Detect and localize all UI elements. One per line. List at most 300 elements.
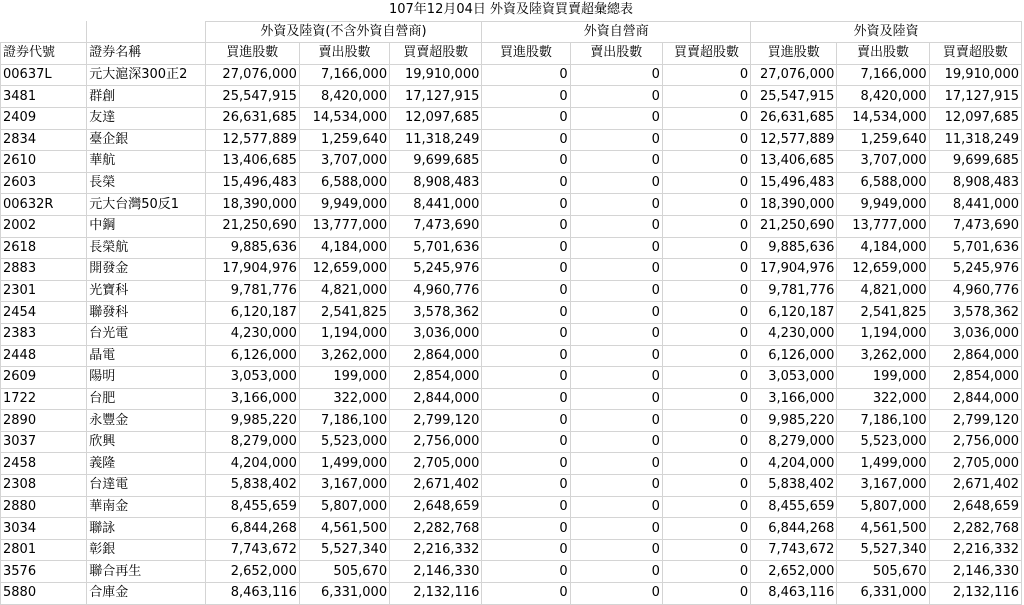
cell-n2: 0 <box>662 86 750 108</box>
cell-name: 聯發科 <box>87 302 205 324</box>
col-header-code: 證券代號 <box>1 43 87 65</box>
cell-n2: 0 <box>662 129 750 151</box>
cell-s3: 199,000 <box>837 367 929 389</box>
cell-n3: 7,473,690 <box>929 215 1021 237</box>
cell-s2: 0 <box>570 194 662 216</box>
cell-b2: 0 <box>482 561 570 583</box>
cell-s2: 0 <box>570 561 662 583</box>
cell-b2: 0 <box>482 280 570 302</box>
cell-b1: 8,463,116 <box>205 583 299 605</box>
cell-s1: 322,000 <box>299 388 389 410</box>
cell-s1: 4,184,000 <box>299 237 389 259</box>
table-row <box>1 431 1022 453</box>
cell-n3: 8,908,483 <box>929 172 1021 194</box>
cell-n1: 2,844,000 <box>390 388 482 410</box>
cell-n1: 2,146,330 <box>390 561 482 583</box>
cell-n2: 0 <box>662 345 750 367</box>
cell-s1: 6,331,000 <box>299 583 389 605</box>
col-header-net: 買賣超股數 <box>929 43 1021 65</box>
cell-n3: 2,799,120 <box>929 410 1021 432</box>
cell-s1: 3,167,000 <box>299 475 389 497</box>
cell-b3: 3,166,000 <box>751 388 837 410</box>
cell-b2: 0 <box>482 259 570 281</box>
cell-n2: 0 <box>662 151 750 173</box>
cell-s2: 0 <box>570 367 662 389</box>
cell-b2: 0 <box>482 323 570 345</box>
cell-n1: 2,648,659 <box>390 496 482 518</box>
cell-s3: 1,259,640 <box>837 129 929 151</box>
cell-s3: 7,166,000 <box>837 64 929 86</box>
cell-b2: 0 <box>482 367 570 389</box>
cell-n1: 2,854,000 <box>390 367 482 389</box>
cell-s1: 12,659,000 <box>299 259 389 281</box>
cell-n1: 2,705,000 <box>390 453 482 475</box>
cell-b3: 9,781,776 <box>751 280 837 302</box>
cell-b1: 8,279,000 <box>205 431 299 453</box>
cell-b3: 6,120,187 <box>751 302 837 324</box>
cell-s2: 0 <box>570 172 662 194</box>
cell-code: 2610 <box>1 151 87 173</box>
cell-b2: 0 <box>482 107 570 129</box>
cell-n3: 12,097,685 <box>929 107 1021 129</box>
col-header-sell: 賣出股數 <box>299 43 389 65</box>
cell-n1: 7,473,690 <box>390 215 482 237</box>
cell-name: 彰銀 <box>87 539 205 561</box>
cell-b1: 7,743,672 <box>205 539 299 561</box>
table-row <box>1 302 1022 324</box>
cell-n1: 2,756,000 <box>390 431 482 453</box>
cell-code: 3037 <box>1 431 87 453</box>
cell-b3: 3,053,000 <box>751 367 837 389</box>
cell-b1: 5,838,402 <box>205 475 299 497</box>
cell-b1: 2,652,000 <box>205 561 299 583</box>
cell-b1: 9,781,776 <box>205 280 299 302</box>
cell-b1: 6,120,187 <box>205 302 299 324</box>
cell-s1: 4,561,500 <box>299 518 389 540</box>
cell-b1: 25,547,915 <box>205 86 299 108</box>
cell-name: 光寶科 <box>87 280 205 302</box>
cell-b1: 27,076,000 <box>205 64 299 86</box>
cell-n3: 3,036,000 <box>929 323 1021 345</box>
cell-code: 2002 <box>1 215 87 237</box>
cell-b3: 6,844,268 <box>751 518 837 540</box>
cell-n3: 2,648,659 <box>929 496 1021 518</box>
cell-n1: 3,036,000 <box>390 323 482 345</box>
cell-n3: 4,960,776 <box>929 280 1021 302</box>
cell-n1: 8,908,483 <box>390 172 482 194</box>
cell-b3: 25,547,915 <box>751 86 837 108</box>
cell-code: 2880 <box>1 496 87 518</box>
cell-b2: 0 <box>482 496 570 518</box>
table-row <box>1 410 1022 432</box>
cell-n3: 2,854,000 <box>929 367 1021 389</box>
cell-s3: 4,821,000 <box>837 280 929 302</box>
cell-name: 台光電 <box>87 323 205 345</box>
cell-n2: 0 <box>662 539 750 561</box>
cell-s1: 2,541,825 <box>299 302 389 324</box>
cell-s1: 1,259,640 <box>299 129 389 151</box>
cell-s2: 0 <box>570 323 662 345</box>
cell-s2: 0 <box>570 107 662 129</box>
cell-s3: 1,499,000 <box>837 453 929 475</box>
cell-s3: 8,420,000 <box>837 86 929 108</box>
cell-n3: 11,318,249 <box>929 129 1021 151</box>
cell-s2: 0 <box>570 302 662 324</box>
cell-name: 台肥 <box>87 388 205 410</box>
cell-b3: 26,631,685 <box>751 107 837 129</box>
cell-b3: 2,652,000 <box>751 561 837 583</box>
cell-b2: 0 <box>482 194 570 216</box>
cell-n3: 3,578,362 <box>929 302 1021 324</box>
cell-s2: 0 <box>570 237 662 259</box>
cell-b2: 0 <box>482 539 570 561</box>
cell-s2: 0 <box>570 453 662 475</box>
cell-s2: 0 <box>570 496 662 518</box>
cell-n2: 0 <box>662 215 750 237</box>
table-row <box>1 129 1022 151</box>
cell-code: 3481 <box>1 86 87 108</box>
cell-b1: 9,985,220 <box>205 410 299 432</box>
cell-b3: 7,743,672 <box>751 539 837 561</box>
cell-s1: 1,499,000 <box>299 453 389 475</box>
cell-name: 開發金 <box>87 259 205 281</box>
cell-name: 元大台灣50反1 <box>87 194 205 216</box>
table-row <box>1 194 1022 216</box>
cell-s1: 5,523,000 <box>299 431 389 453</box>
table-title: 107年12月04日 外資及陸資買賣超彙總表 <box>388 2 634 18</box>
cell-b1: 12,577,889 <box>205 129 299 151</box>
cell-s1: 1,194,000 <box>299 323 389 345</box>
cell-s2: 0 <box>570 151 662 173</box>
cell-b3: 8,455,659 <box>751 496 837 518</box>
cell-s3: 9,949,000 <box>837 194 929 216</box>
cell-code: 2603 <box>1 172 87 194</box>
cell-b2: 0 <box>482 453 570 475</box>
cell-b1: 15,496,483 <box>205 172 299 194</box>
cell-name: 長榮航 <box>87 237 205 259</box>
cell-b2: 0 <box>482 388 570 410</box>
cell-n2: 0 <box>662 496 750 518</box>
cell-n1: 2,282,768 <box>390 518 482 540</box>
blank-cell <box>1 21 87 43</box>
cell-b1: 26,631,685 <box>205 107 299 129</box>
cell-s1: 4,821,000 <box>299 280 389 302</box>
cell-s3: 2,541,825 <box>837 302 929 324</box>
cell-n2: 0 <box>662 475 750 497</box>
table-row <box>1 323 1022 345</box>
cell-n1: 8,441,000 <box>390 194 482 216</box>
table-body <box>1 64 1022 604</box>
cell-s2: 0 <box>570 64 662 86</box>
table-row <box>1 345 1022 367</box>
table-row <box>1 215 1022 237</box>
cell-b2: 0 <box>482 64 570 86</box>
cell-s1: 5,807,000 <box>299 496 389 518</box>
cell-n2: 0 <box>662 367 750 389</box>
cell-b1: 3,166,000 <box>205 388 299 410</box>
table-row <box>1 64 1022 86</box>
cell-s2: 0 <box>570 345 662 367</box>
cell-s2: 0 <box>570 215 662 237</box>
cell-s1: 6,588,000 <box>299 172 389 194</box>
cell-n3: 2,671,402 <box>929 475 1021 497</box>
table-row <box>1 561 1022 583</box>
cell-b2: 0 <box>482 518 570 540</box>
cell-name: 華南金 <box>87 496 205 518</box>
cell-s3: 5,807,000 <box>837 496 929 518</box>
cell-name: 欣興 <box>87 431 205 453</box>
cell-b1: 4,230,000 <box>205 323 299 345</box>
cell-n3: 19,910,000 <box>929 64 1021 86</box>
cell-name: 臺企銀 <box>87 129 205 151</box>
cell-code: 2458 <box>1 453 87 475</box>
cell-n1: 19,910,000 <box>390 64 482 86</box>
col-header-buy: 買進股數 <box>751 43 837 65</box>
cell-s1: 199,000 <box>299 367 389 389</box>
cell-n2: 0 <box>662 388 750 410</box>
cell-n1: 5,245,976 <box>390 259 482 281</box>
cell-n1: 9,699,685 <box>390 151 482 173</box>
cell-b3: 27,076,000 <box>751 64 837 86</box>
cell-n3: 2,864,000 <box>929 345 1021 367</box>
cell-n2: 0 <box>662 172 750 194</box>
blank-cell <box>87 21 205 43</box>
cell-s2: 0 <box>570 410 662 432</box>
cell-n2: 0 <box>662 259 750 281</box>
cell-b3: 18,390,000 <box>751 194 837 216</box>
cell-s2: 0 <box>570 539 662 561</box>
cell-code: 00637L <box>1 64 87 86</box>
cell-code: 2609 <box>1 367 87 389</box>
cell-n3: 2,132,116 <box>929 583 1021 605</box>
cell-n3: 9,699,685 <box>929 151 1021 173</box>
cell-n1: 11,318,249 <box>390 129 482 151</box>
cell-b1: 3,053,000 <box>205 367 299 389</box>
cell-name: 台達電 <box>87 475 205 497</box>
col-header-sell: 賣出股數 <box>570 43 662 65</box>
cell-code: 2454 <box>1 302 87 324</box>
cell-s3: 7,186,100 <box>837 410 929 432</box>
cell-n1: 4,960,776 <box>390 280 482 302</box>
cell-b2: 0 <box>482 583 570 605</box>
cell-b3: 13,406,685 <box>751 151 837 173</box>
table-row <box>1 259 1022 281</box>
cell-code: 2409 <box>1 107 87 129</box>
cell-n2: 0 <box>662 561 750 583</box>
cell-b2: 0 <box>482 345 570 367</box>
cell-code: 2448 <box>1 345 87 367</box>
table-row <box>1 151 1022 173</box>
cell-n2: 0 <box>662 194 750 216</box>
cell-s1: 14,534,000 <box>299 107 389 129</box>
cell-b2: 0 <box>482 86 570 108</box>
col-header-sell: 賣出股數 <box>837 43 929 65</box>
table-row <box>1 107 1022 129</box>
cell-b3: 6,126,000 <box>751 345 837 367</box>
cell-s2: 0 <box>570 475 662 497</box>
cell-s2: 0 <box>570 518 662 540</box>
cell-s3: 6,331,000 <box>837 583 929 605</box>
table-row <box>1 539 1022 561</box>
cell-n2: 0 <box>662 107 750 129</box>
cell-code: 3034 <box>1 518 87 540</box>
table-row <box>1 388 1022 410</box>
cell-n3: 2,146,330 <box>929 561 1021 583</box>
cell-s2: 0 <box>570 259 662 281</box>
cell-n3: 5,701,636 <box>929 237 1021 259</box>
cell-n2: 0 <box>662 280 750 302</box>
cell-b1: 13,406,685 <box>205 151 299 173</box>
cell-s3: 3,707,000 <box>837 151 929 173</box>
table-row <box>1 453 1022 475</box>
cell-name: 晶電 <box>87 345 205 367</box>
cell-n1: 2,799,120 <box>390 410 482 432</box>
cell-s3: 13,777,000 <box>837 215 929 237</box>
cell-code: 3576 <box>1 561 87 583</box>
cell-s1: 7,186,100 <box>299 410 389 432</box>
table-row <box>1 86 1022 108</box>
cell-n3: 17,127,915 <box>929 86 1021 108</box>
cell-n2: 0 <box>662 431 750 453</box>
cell-name: 中鋼 <box>87 215 205 237</box>
cell-name: 元大滬深300正2 <box>87 64 205 86</box>
cell-code: 2883 <box>1 259 87 281</box>
cell-b3: 5,838,402 <box>751 475 837 497</box>
cell-b3: 9,985,220 <box>751 410 837 432</box>
cell-b1: 17,904,976 <box>205 259 299 281</box>
cell-b2: 0 <box>482 410 570 432</box>
cell-b3: 4,230,000 <box>751 323 837 345</box>
cell-b1: 9,885,636 <box>205 237 299 259</box>
cell-s3: 3,262,000 <box>837 345 929 367</box>
cell-n1: 2,864,000 <box>390 345 482 367</box>
col-header-net: 買賣超股數 <box>662 43 750 65</box>
cell-b3: 12,577,889 <box>751 129 837 151</box>
cell-s3: 3,167,000 <box>837 475 929 497</box>
table-row <box>1 237 1022 259</box>
group-header-foreign-dealer: 外資自營商 <box>482 21 751 43</box>
cell-s3: 1,194,000 <box>837 323 929 345</box>
cell-n2: 0 <box>662 583 750 605</box>
cell-s3: 5,523,000 <box>837 431 929 453</box>
cell-code: 2834 <box>1 129 87 151</box>
table-row <box>1 367 1022 389</box>
cell-s1: 3,707,000 <box>299 151 389 173</box>
cell-s3: 14,534,000 <box>837 107 929 129</box>
cell-code: 00632R <box>1 194 87 216</box>
cell-n3: 8,441,000 <box>929 194 1021 216</box>
col-header-name: 證券名稱 <box>87 43 205 65</box>
cell-n2: 0 <box>662 302 750 324</box>
cell-n3: 5,245,976 <box>929 259 1021 281</box>
cell-n1: 3,578,362 <box>390 302 482 324</box>
cell-b1: 6,844,268 <box>205 518 299 540</box>
cell-name: 友達 <box>87 107 205 129</box>
cell-n1: 2,132,116 <box>390 583 482 605</box>
cell-s3: 6,588,000 <box>837 172 929 194</box>
cell-b1: 18,390,000 <box>205 194 299 216</box>
cell-b3: 9,885,636 <box>751 237 837 259</box>
cell-b1: 4,204,000 <box>205 453 299 475</box>
cell-name: 長榮 <box>87 172 205 194</box>
cell-b1: 21,250,690 <box>205 215 299 237</box>
cell-n2: 0 <box>662 64 750 86</box>
col-header-buy: 買進股數 <box>482 43 570 65</box>
cell-b3: 8,279,000 <box>751 431 837 453</box>
group-header-foreign-total: 外資及陸資 <box>751 21 1022 43</box>
cell-s3: 12,659,000 <box>837 259 929 281</box>
table-row <box>1 518 1022 540</box>
cell-s2: 0 <box>570 129 662 151</box>
cell-name: 華航 <box>87 151 205 173</box>
cell-s2: 0 <box>570 431 662 453</box>
cell-b1: 6,126,000 <box>205 345 299 367</box>
cell-b2: 0 <box>482 237 570 259</box>
cell-n3: 2,756,000 <box>929 431 1021 453</box>
cell-n1: 12,097,685 <box>390 107 482 129</box>
cell-code: 1722 <box>1 388 87 410</box>
cell-n2: 0 <box>662 323 750 345</box>
cell-name: 群創 <box>87 86 205 108</box>
cell-s2: 0 <box>570 583 662 605</box>
cell-b3: 17,904,976 <box>751 259 837 281</box>
cell-code: 2890 <box>1 410 87 432</box>
cell-b1: 8,455,659 <box>205 496 299 518</box>
cell-code: 2308 <box>1 475 87 497</box>
cell-s2: 0 <box>570 388 662 410</box>
cell-n1: 2,671,402 <box>390 475 482 497</box>
cell-b2: 0 <box>482 475 570 497</box>
cell-n2: 0 <box>662 237 750 259</box>
cell-s2: 0 <box>570 280 662 302</box>
cell-code: 2301 <box>1 280 87 302</box>
cell-s1: 3,262,000 <box>299 345 389 367</box>
cell-n2: 0 <box>662 410 750 432</box>
cell-name: 合庫金 <box>87 583 205 605</box>
cell-b3: 8,463,116 <box>751 583 837 605</box>
cell-b3: 4,204,000 <box>751 453 837 475</box>
cell-b2: 0 <box>482 302 570 324</box>
cell-name: 陽明 <box>87 367 205 389</box>
cell-b3: 15,496,483 <box>751 172 837 194</box>
cell-code: 5880 <box>1 583 87 605</box>
cell-code: 2383 <box>1 323 87 345</box>
cell-b2: 0 <box>482 215 570 237</box>
table-row <box>1 172 1022 194</box>
cell-name: 聯詠 <box>87 518 205 540</box>
col-header-buy: 買進股數 <box>205 43 299 65</box>
cell-s3: 322,000 <box>837 388 929 410</box>
table-row <box>1 475 1022 497</box>
cell-n3: 2,216,332 <box>929 539 1021 561</box>
cell-s1: 9,949,000 <box>299 194 389 216</box>
cell-b2: 0 <box>482 151 570 173</box>
cell-n2: 0 <box>662 518 750 540</box>
cell-s1: 5,527,340 <box>299 539 389 561</box>
cell-s1: 7,166,000 <box>299 64 389 86</box>
cell-n1: 2,216,332 <box>390 539 482 561</box>
cell-n3: 2,282,768 <box>929 518 1021 540</box>
cell-s3: 505,670 <box>837 561 929 583</box>
cell-b2: 0 <box>482 129 570 151</box>
cell-b2: 0 <box>482 172 570 194</box>
cell-code: 2801 <box>1 539 87 561</box>
cell-name: 義隆 <box>87 453 205 475</box>
cell-s3: 5,527,340 <box>837 539 929 561</box>
cell-s2: 0 <box>570 86 662 108</box>
cell-name: 聯合再生 <box>87 561 205 583</box>
col-header-net: 買賣超股數 <box>390 43 482 65</box>
